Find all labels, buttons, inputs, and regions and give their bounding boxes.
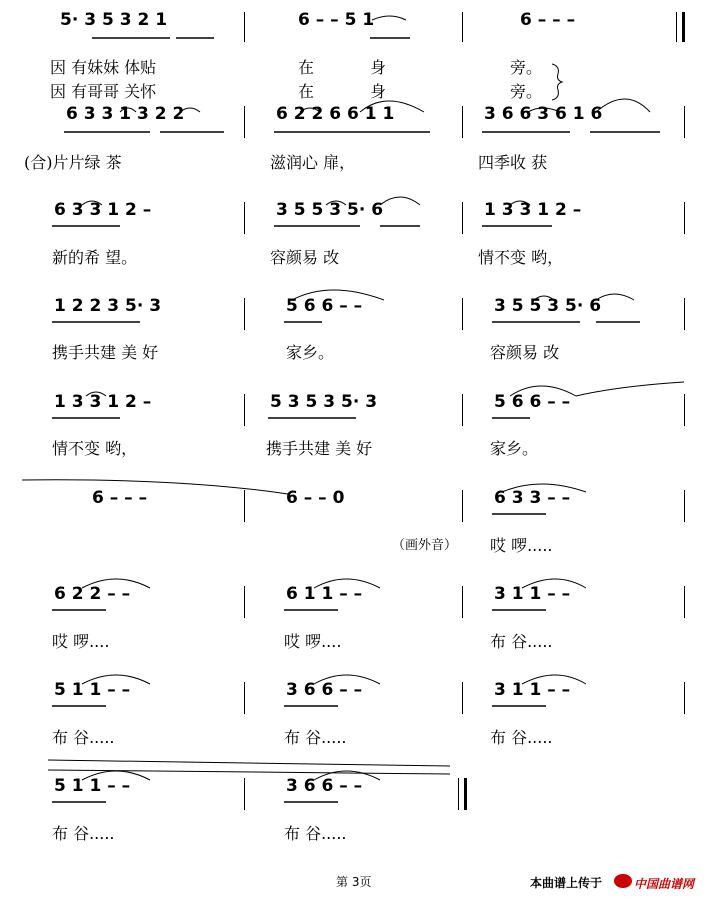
notation-measure: 6 – – – — [92, 488, 148, 508]
notation-measure: 3 6 6 – – — [286, 776, 363, 796]
final-barline — [458, 778, 459, 810]
notation-measure: 5 6 6 – – — [494, 392, 571, 412]
barline — [244, 202, 245, 234]
barline — [244, 586, 245, 618]
lyric-line: 在 — [298, 82, 315, 101]
lyric-line: 四季收 获 — [478, 153, 548, 172]
notation-measure: 3 1 1 – – — [494, 680, 571, 700]
barline — [684, 682, 685, 714]
lyric-line: 哎 啰.... — [284, 632, 342, 651]
lyric-line: 情不变 哟， — [52, 439, 138, 458]
notation-measure: 5 3 5 3 5· 3 — [270, 392, 378, 412]
barline — [684, 394, 685, 426]
upload-note: 本曲谱上传于 — [530, 876, 603, 890]
barline — [684, 106, 685, 138]
lyric-line: 新的希 望。 — [52, 248, 138, 267]
notation-measure: 5 1 1 – – — [54, 776, 131, 796]
lyric-line: 因 有哥哥 关怀 — [50, 82, 157, 101]
lyric-line: 携手共建 美 好 — [52, 343, 159, 362]
lyric-line: 布 谷..... — [284, 824, 347, 843]
notation-measure: 1 2 2 3 5· 3 — [54, 296, 162, 316]
notation-measure: 6 3 3 – – — [494, 488, 571, 508]
notation-measure: 6 3 3 1 2 – — [54, 200, 152, 220]
site-logo: 中国曲谱网 — [634, 877, 695, 891]
notation-measure: 6 1 1 – – — [286, 584, 363, 604]
notation-measure: 5· 3 5 3 2 1 — [60, 10, 168, 30]
site-logo-icon — [614, 874, 632, 888]
notation-measure: 6 – – 5 1 — [298, 10, 375, 30]
barline — [462, 490, 463, 522]
lyric-line: 滋润心 扉， — [270, 153, 356, 172]
final-barline — [464, 778, 467, 810]
notation-measure: 3 6 6 3 6 1 6 — [484, 104, 603, 124]
lyric-line: 携手共建 美 好 — [266, 439, 373, 458]
notation-measure: 6 – – 0 — [286, 488, 345, 508]
notation-measure: 6 2 2 – – — [54, 584, 131, 604]
notation-measure: 1 3 3 1 2 – — [484, 200, 582, 220]
notation-measure: 5 1 1 – – — [54, 680, 131, 700]
final-barline — [682, 12, 685, 42]
barline — [244, 12, 245, 42]
barline — [244, 682, 245, 714]
lyric-line: 布 谷..... — [490, 728, 553, 747]
barline — [462, 298, 463, 330]
notation-measure: 3 5 5 3 5· 6 — [494, 296, 602, 316]
lyric-line: 布 谷..... — [284, 728, 347, 747]
notation-measure: 6 3 3 1 3 2 2 — [66, 104, 185, 124]
barline — [462, 12, 463, 42]
lyric-line: 情不变 哟， — [478, 248, 564, 267]
notation-measure: 6 – – – — [520, 10, 576, 30]
lyric-line: 家乡。 — [286, 343, 335, 362]
barline — [244, 490, 245, 522]
lyric-line: 布 谷..... — [490, 632, 553, 651]
barline — [244, 778, 245, 810]
lyric-line: 在 — [298, 58, 315, 77]
notation-measure: 3 1 1 – – — [494, 584, 571, 604]
barline — [684, 202, 685, 234]
notation-measure: 1 3 3 1 2 – — [54, 392, 152, 412]
lyric-line: 旁。 — [510, 58, 543, 77]
barline — [244, 106, 245, 138]
lyric-line: 布 谷..... — [52, 728, 115, 747]
notation-measure: 3 6 6 – – — [286, 680, 363, 700]
lyric-line: 身 — [370, 58, 387, 77]
lyric-line: 哎 啰..... — [490, 536, 553, 555]
page-number: 第 3页 — [336, 875, 372, 889]
barline — [684, 298, 685, 330]
barline — [462, 682, 463, 714]
lyric-line: 容颜易 改 — [490, 343, 560, 362]
barline — [462, 106, 463, 138]
lyric-line: 容颜易 改 — [270, 248, 340, 267]
lyric-line: (合)片片绿 茶 — [24, 153, 122, 172]
barline — [462, 586, 463, 618]
barline — [244, 298, 245, 330]
lyric-line: 哎 啰.... — [52, 632, 110, 651]
lyric-line: （画外音） — [392, 538, 458, 553]
barline — [462, 394, 463, 426]
lyric-line: 旁。 — [510, 82, 543, 101]
barline — [684, 586, 685, 618]
lyric-line: 因 有妹妹 体贴 — [50, 58, 157, 77]
notation-measure: 6 2 2 6 6 1 1 — [276, 104, 395, 124]
final-barline — [676, 12, 677, 42]
notation-measure: 5 6 6 – – — [286, 296, 363, 316]
lyric-line: 布 谷..... — [52, 824, 115, 843]
lyric-line: 家乡。 — [490, 439, 539, 458]
notation-measure: 3 5 5 3 5· 6 — [276, 200, 384, 220]
barline — [684, 490, 685, 522]
lyric-line: 身 — [370, 82, 387, 101]
barline — [462, 202, 463, 234]
barline — [244, 394, 245, 426]
